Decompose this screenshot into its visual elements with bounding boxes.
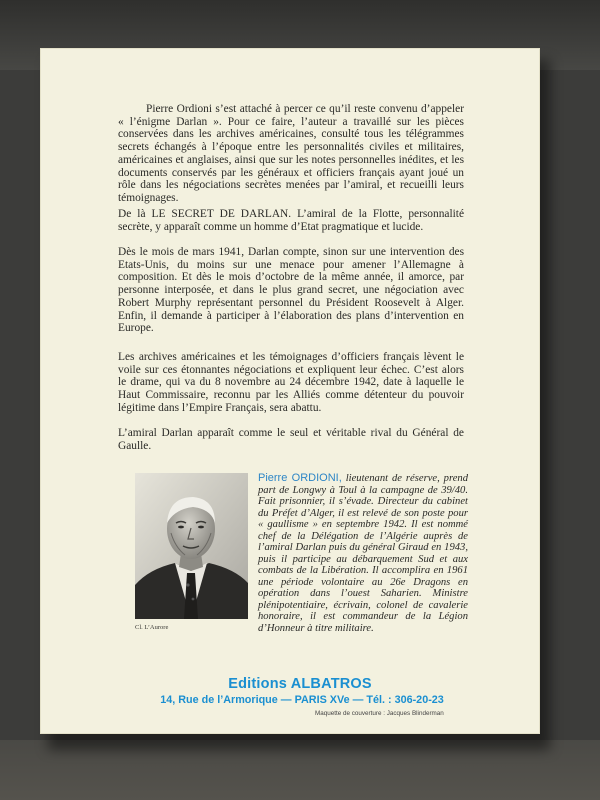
author-photo	[135, 473, 248, 619]
blurb-paragraph-4: Les archives américaines et les témoignages d’officiers français lèvent le voile sur ces étonnantes négociations et expliquent leur échec. C’est alors le drame, qui va du 8 novembre au 24 décembre 1942, date à laquelle le Haut Commissaire, reconnu par les Alliés comme détenteur du pouvoir légitime dans l’Empire Français, sera abattu.	[118, 351, 464, 414]
blurb-paragraph-3: Dès le mois de mars 1941, Darlan compte, sinon sur une intervention des Etats-Unis, du moins sur une menace pour amener l’Allemagne à composition. Et dès le mois d’octobre de la même année, il amorce, par personne interposée, et dans le plus grand secret, une négociation avec Robert Murphy représentant personnel du Président Roosevelt à Alger. Enfin, il demande à participer à l’élaboration des plans d’intervention en Europe.	[118, 246, 464, 335]
publisher-address: 14, Rue de l’Armorique — PARIS XVe — Tél. : 306-20-23	[160, 694, 444, 706]
blurb-paragraph-1: Pierre Ordioni s’est attaché à percer ce qu’il reste convenu d’appeler « l’énigme Darlan ». Pour ce faire, l’auteur a travaillé sur les pièces conservées dans les archives américaines, consulté tous les télégrammes secrets échangés à l’époque entre les personnalités civiles et militaires, américaines et anglaises, ainsi que sur les notes personnelles inédites, et les documents conservés par les généraux et officiers français ayant joué un rôle dans les négociations secrètes menées par l’amiral, et recueilli leurs témoignages.	[118, 103, 464, 204]
blurb-paragraph-5: L’amiral Darlan apparaît comme le seul et véritable rival du Général de Gaulle.	[118, 427, 464, 452]
author-bio-text: lieutenant de réserve, prend part de Longwy à Toul à la campagne de 39/40. Fait prisonnier, il s’évade. Directeur du cabinet du Préfet d’Alger, il est relevé de son poste pour « gaullisme » en septembre 1942. Il est nommé chef de la Délégation de l’Algérie auprès de l’amiral Darlan puis du général Giraud en 1943, puis il participe au débarquement Sud et aux combats de la Libération. Il accomplira en 1961 une période volontaire au 26e Dragons en opération dans l’ouest Saharien. Ministre plénipotentiaire, écrivain, colonel de cavalerie honoraire, il est commandeur de la Légion d’Honneur à titre militaire.	[258, 473, 469, 634]
author-name: Pierre ORDIONI,	[258, 472, 342, 484]
cover-design-credit: Maquette de couverture : Jacques Blinderman	[315, 710, 444, 717]
publisher-name: Editions ALBATROS	[228, 676, 372, 692]
blurb-paragraph-2: De là LE SECRET DE DARLAN. L’amiral de la Flotte, personnalité secrète, y apparaît comme un homme d’Etat pragmatique et lucide.	[118, 208, 464, 233]
author-biography	[258, 473, 468, 634]
photo-credit: Cl. L’Aurore	[135, 624, 169, 631]
